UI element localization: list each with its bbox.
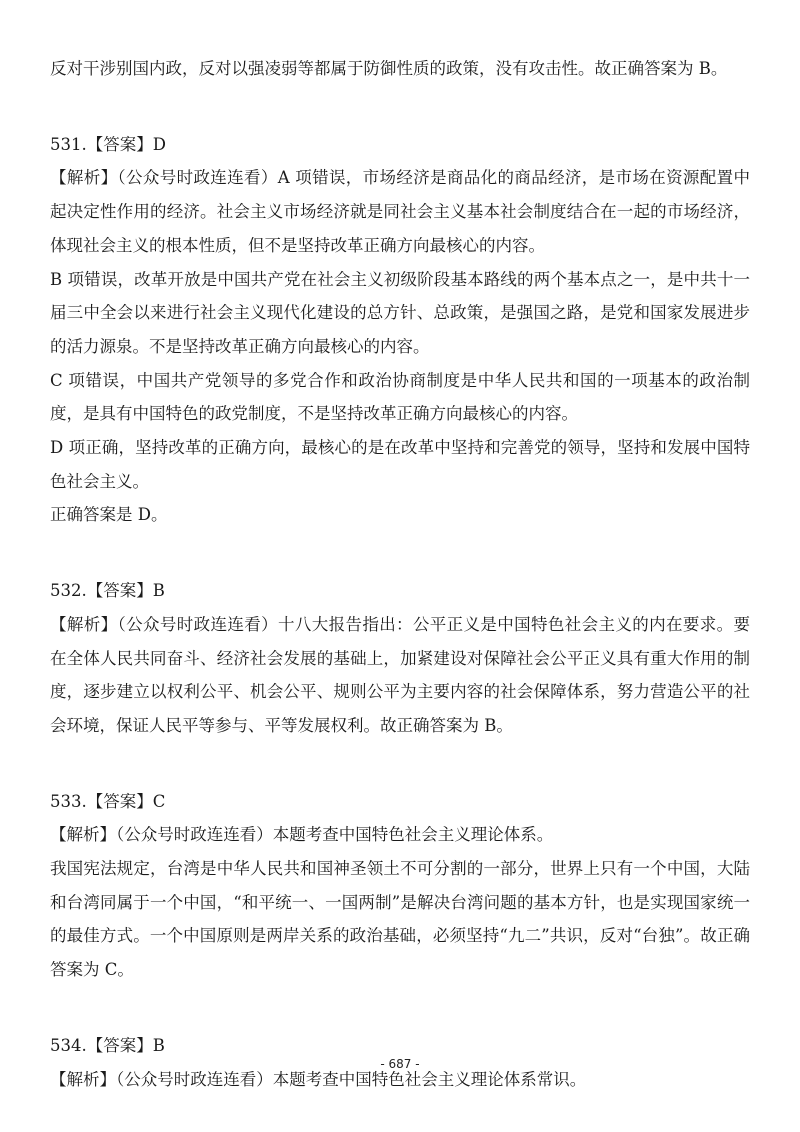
conclusion-paragraph: 正确答案是 D。	[50, 505, 168, 525]
section-gap	[50, 86, 750, 128]
question-533	[50, 785, 750, 987]
document-body	[50, 52, 750, 1096]
explanation-paragraph: 【解析】（公众号时政连连看）A 项错误，市场经济是商品化的商品经济，是市场在资源配置中起决定性作用的经济。社会主义市场经济就是同社会主义基本社会制度结合在一起的市场经济，体现社会主义的根本性质，但不是坚持改革正确方向最核心的内容。	[50, 168, 750, 255]
explanation-paragraph: 【解析】（公众号时政连连看）本题考查中国特色社会主义理论体系。	[50, 825, 554, 845]
explanation-paragraph: 【解析】（公众号时政连连看）本题考查中国特色社会主义理论体系常识。	[50, 1069, 587, 1089]
section-gap	[50, 987, 750, 1029]
explanation-paragraph: B 项错误，改革开放是中国共产党在社会主义初级阶段基本路线的两个基本点之一，是中共十一届三中全会以来进行社会主义现代化建设的总方针、总政策，是强国之路，是党和国家发展进步的活力源泉。不是坚持改革正确方向最核心的内容。	[50, 269, 750, 356]
answer-heading: 531.【答案】D	[50, 134, 166, 154]
explanation-paragraph: D 项正确，坚持改革的正确方向，最核心的是在改革中坚持和完善党的领导，坚持和发展中国特色社会主义。	[50, 438, 750, 491]
section-gap	[50, 532, 750, 574]
explanation-paragraph: C 项错误，中国共产党领导的多党合作和政治协商制度是中华人民共和国的一项基本的政治制度，是具有中国特色的政党制度，不是坚持改革正确方向最核心的内容。	[50, 370, 750, 424]
section-gap	[50, 743, 750, 785]
answer-heading: 534.【答案】B	[50, 1035, 165, 1055]
question-532	[50, 574, 750, 743]
answer-heading: 532.【答案】B	[50, 581, 165, 601]
intro-paragraph: 反对干涉别国内政，反对以强凌弱等都属于防御性质的政策，没有攻击性。故正确答案为 B。	[50, 59, 728, 78]
question-531	[50, 128, 750, 532]
explanation-paragraph: 我国宪法规定，台湾是中华人民共和国神圣领土不可分割的一部分，世界上只有一个中国，大陆和台湾同属于一个中国，“和平统一、一国两制”是解决台湾问题的基本方针，也是实现国家统一的最佳方式。一个中国原则是两岸关系的政治基础，必须坚持“九二”共识，反对“台独”。故正确答案为 C。	[50, 859, 750, 980]
answer-heading: 533.【答案】C	[50, 791, 166, 811]
explanation-paragraph: 【解析】（公众号时政连连看）十八大报告指出：公平正义是中国特色社会主义的内在要求。要在全体人民共同奋斗、经济社会发展的基础上，加紧建设对保障社会公平正义具有重大作用的制度，逐步建立以权利公平、机会公平、规则公平为主要内容的社会保障体系，努力营造公平的社会环境，保证人民平等参与、平等发展权利。故正确答案为 B。	[50, 614, 750, 735]
page-number: - 687 -	[380, 1057, 420, 1071]
